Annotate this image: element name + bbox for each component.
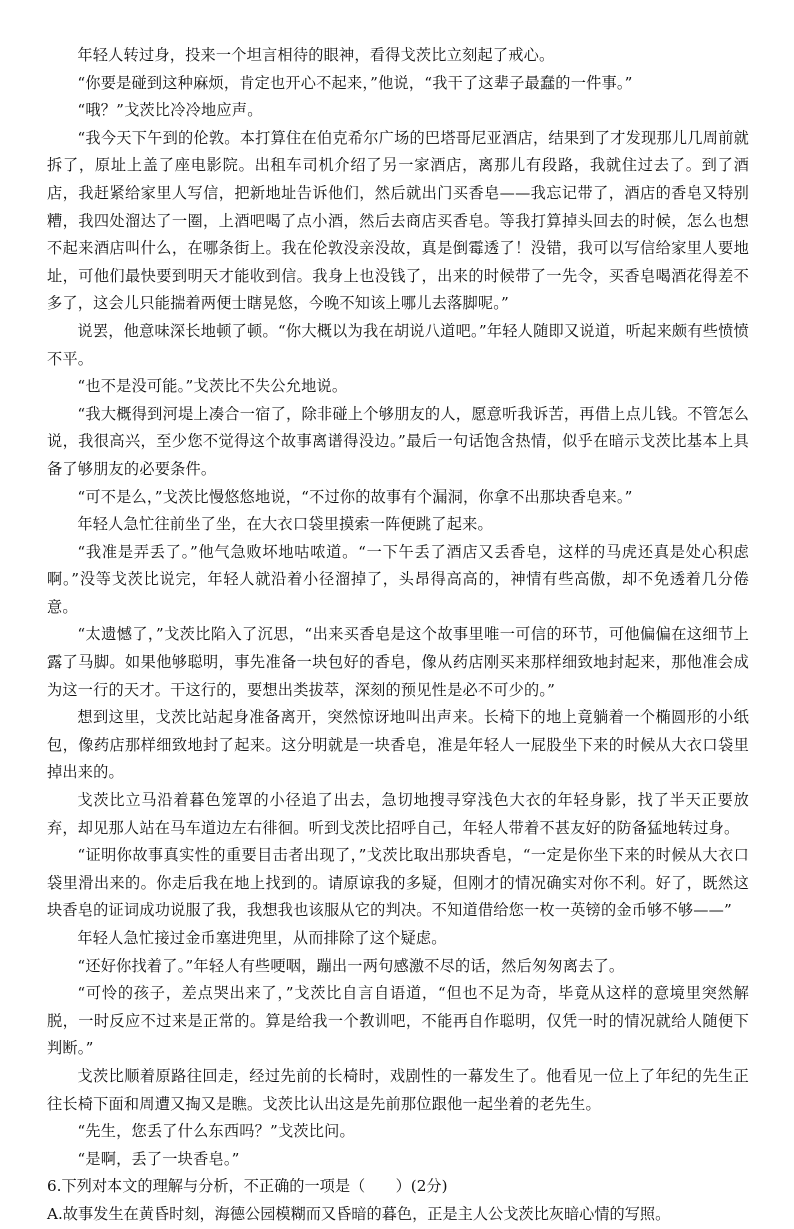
paragraph-8: “可不是么，”戈茨比慢悠悠地说，“不过你的故事有个漏洞，你拿不出那块香皂来。” [77, 487, 633, 506]
paragraph-7: “我大概得到河堤上凑合一宿了，除非碰上个够朋友的人，愿意听我诉苦，再借上点儿钱。不管怎么说，我很高兴，至少您不觉得这个故事离谱得没边。”最后一句话饱含热情，似乎在暗示戈茨比基本上具备了够朋友的必要条件。 [47, 404, 749, 478]
paragraph-9: 年轻人急忙往前坐了坐，在大衣口袋里摸索一阵便跳了起来。 [77, 515, 493, 534]
paragraph-4: “我今天下午到的伦敦。本打算住在伯克希尔广场的巴塔哥尼亚酒店，结果到了才发现那儿几周前就拆了，原址上盖了座电影院。出租车司机介绍了另一家酒店，离那儿有段路，我就住过去了。到了酒店，我赶紧给家里人写信，把新地址告诉他们，然后就出门买香皂——我忘记带了，酒店的香皂又特别糟，我四处溜达了一圈，上酒吧喝了点小酒，然后去商店买香皂。等我打算掉头回去的时候，怎么也想不起来酒店叫什么，在哪条街上。我在伦敦没亲没故，真是倒霉透了！没错，我可以写信给家里人要地址，可他们最快要到明天才能收到信。我身上也没钱了，出来的时候带了一先令，买香皂喝酒花得差不多了，这会儿只能揣着两便士瞎晃悠，今晚不知该上哪儿去落脚呢。” [47, 128, 749, 313]
paragraph-16: “还好你找着了。”年轻人有些哽咽，蹦出一两句感激不尽的话，然后匆匆离去了。 [77, 956, 625, 975]
paragraph-5: 说罢，他意味深长地顿了顿。“你大概以为我在胡说八道吧。”年轻人随即又说道，听起来颇有些愤愤不平。 [47, 321, 749, 368]
paragraph-11: “太遗憾了，”戈茨比陷入了沉思，“出来买香皂是这个故事里唯一可信的环节，可他偏偏在这细节上露了马脚。如果他够聪明，事先准备一块包好的香皂，像从药店刚买来那样细致地封起来，那他准会成为这一行的天才。干这行的，要想出类拔萃，深刻的预见性是必不可少的。” [47, 625, 749, 699]
question-option-a: A.故事发生在黄昏时刻，海德公园模糊而又昏暗的暮色，正是主人公戈茨比灰暗心情的写照。 [47, 1204, 671, 1223]
paragraph-10: “我准是弄丢了。”他气急败坏地咕哝道。“一下午丢了酒店又丢香皂，这样的马虎还真是处心积虑啊。”没等戈茨比说完，年轻人就沿着小径溜掉了，头昂得高高的，神情有些高傲，却不免透着几分倦意。 [47, 542, 749, 616]
paragraph-20: “是啊，丢了一块香皂。” [77, 1149, 240, 1168]
paragraph-1: 年轻人转过身，投来一个坦言相待的眼神，看得戈茨比立刻起了戒心。 [77, 46, 555, 64]
paragraph-15: 年轻人急忙接过金币塞进兜里，从而排除了这个疑虑。 [77, 929, 447, 947]
question-stem: 6.下列对本文的理解与分析，不正确的一项是（ ）(2分) [47, 1177, 448, 1196]
paragraph-2: “你要是碰到这种麻烦，肯定也开心不起来，”他说，“我干了这辈子最蠢的一件事。” [77, 73, 633, 92]
paragraph-18: 戈茨比顺着原路往回走，经过先前的长椅时，戏剧性的一幕发生了。他看见一位上了年纪的先生正往长椅下面和周遭又掏又是瞧。戈茨比认出这是先前那位跟他一起坐着的老先生。 [47, 1066, 749, 1113]
paragraph-14: “证明你故事真实性的重要目击者出现了，”戈茨比取出那块香皂，“一定是你坐下来的时候从大衣口袋里滑出来的。你走后我在地上找到的。请原谅我的多疑，但刚才的情况确实对你不利。好了，既然这块香皂的证词成功说服了我，我想我也该服从它的判决。不知道借给您一枚一英镑的金币够不够——” [47, 846, 749, 920]
paragraph-6: “也不是没可能。”戈茨比不失公允地说。 [77, 377, 348, 396]
story-body [47, 42, 749, 1173]
paragraph-13: 戈茨比立马沿着暮色笼罩的小径追了出去，急切地搜寻穿浅色大衣的年轻身影，找了半天正要放弃，却见那人站在马车道边左右徘徊。听到戈茨比招呼自己，年轻人带着不甚友好的防备猛地转过身。 [47, 791, 749, 837]
paragraph-12: 想到这里，戈茨比站起身准备离开，突然惊讶地叫出声来。长椅下的地上竟躺着一个椭圆形的小纸包，像药店那样细致地封了起来。这分明就是一块香皂，准是年轻人一屁股坐下来的时候从大衣口袋里掉出来的。 [47, 708, 749, 782]
question-block [47, 1173, 749, 1228]
paragraph-17: “可怜的孩子，差点哭出来了，”戈茨比自言自语道，“但也不足为奇，毕竟从这样的意境里突然解脱，一时反应不过来是正常的。算是给我一个教训吧，不能再自作聪明，仅凭一时的情况就给人随便下判断。” [47, 984, 749, 1058]
paragraph-3: “哦？”戈茨比冷冷地应声。 [77, 101, 263, 120]
paragraph-19: “先生，您丢了什么东西吗？”戈茨比问。 [77, 1122, 355, 1141]
document-page [47, 42, 749, 1229]
